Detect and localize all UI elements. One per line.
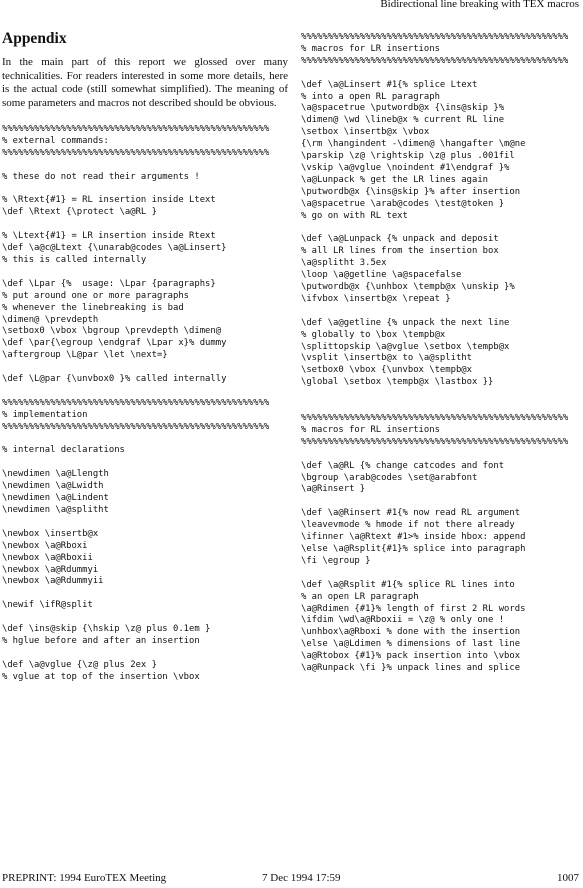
footer-date: 7 Dec 1994 17:59 <box>262 872 341 884</box>
left-code-listing: %%%%%%%%%%%%%%%%%%%%%%%%%%%%%%%%%%%%%%%%%%%%%%%%%% % external commands: %%%%%%%%%%%%%%%%%%%%%%%%%%%%%%%%%%%%%%%%%%%%%%%%%% % these do not read their arguments ! % \Rtext{#1} = RL insertion inside Ltext \def \Rtext {\protect \a@RL } % \Ltext{#1} = LR insertion inside Rtext \def \a@c@Ltext {\unarab@codes \a@Linsert} % this is called internally \def \Lpar {% usage: \Lpar {paragraphs} % put around one or more paragraphs % whenever the linebreaking is bad \dimen@ \prevdepth \setbox0 \vbox \bgroup \prevdepth \dimen@ \def \par{\egroup \endgraf \Lpar x}% dummy \aftergroup \L@par \let \next=} \def \L@par {\unvbox0 }% called internally %%%%%%%%%%%%%%%%%%%%%%%%%%%%%%%%%%%%%%%%%%%%%%%%%% % implementation %%%%%%%%%%%%%%%%%%%%%%%%%%%%%%%%%%%%%%%%%%%%%%%%%% % internal declarations \newdimen \a@Llength \newdimen \a@Lwidth \newdimen \a@Lindent \newdimen \a@splitht \newbox \insertb@x \newbox \a@Rboxi \newbox \a@Rboxii \newbox \a@Rdummyi \newbox \a@Rdummyii \newif \ifR@split \def \ins@skip {\hskip \z@ plus 0.1em } % hglue before and after an insertion \def \a@vglue {\z@ plus 2ex } % vglue at top of the insertion \vbox <box>2 124 270 682</box>
running-head: Bidirectional line breaking with TEX macros <box>380 0 579 10</box>
page-number: 1007 <box>557 872 579 884</box>
footer-preprint: PREPRINT: 1994 EuroTEX Meeting <box>2 872 167 884</box>
right-code-listing: %%%%%%%%%%%%%%%%%%%%%%%%%%%%%%%%%%%%%%%%%%%%%%%%%% % macros for LR insertions %%%%%%%%%%%%%%%%%%%%%%%%%%%%%%%%%%%%%%%%%%%%%%%%%% \def \a@Linsert #1{% splice Ltext % into a open RL paragraph \a@spacetrue \putwordb@x {\ins@skip }% \dimen@ \wd \lineb@x % current RL line \setbox \insertb@x \vbox {\rm \hangindent -\dimen@ \hangafter \m@ne \parskip \z@ \rightskip \z@ plus .001fil \vskip \a@vglue \noindent #1\endgraf }% \a@Lunpack % get the LR lines again \putwordb@x {\ins@skip }% after insertion \a@spacetrue \arab@codes \test@token } % go on with RL text \def \a@Lunpack {% unpack and deposit % all LR lines from the insertion box \a@splitht 3.5ex \loop \a@getline \a@spacefalse \putwordb@x {\unhbox \tempb@x \unskip }% \ifvbox \insertb@x \repeat } \def \a@getline {% unpack the next line % globally to \box \tempb@x \splittopskip \a@vglue \setbox \tempb@x \vsplit \insertb@x to \a@splitht \setbox0 \vbox {\unvbox \tempb@x \global \setbox \tempb@x \lastbox }} %%%%%%%%%%%%%%%%%%%%%%%%%%%%%%%%%%%%%%%%%%%%%%%%%% % macros for RL insertions %%%%%%%%%%%%%%%%%%%%%%%%%%%%%%%%%%%%%%%%%%%%%%%%%% \def \a@RL {% change catcodes and font \bgroup \arab@codes \set@arabfont \a@Rinsert } \def \a@Rinsert #1{% now read RL argument \leavevmode % hmode if not there already \ifinner \a@Rtext #1>% inside hbox: append \else \a@Rsplit{#1}% splice into paragraph \fi \egroup } \def \a@Rsplit #1{% splice RL lines into % an open LR paragraph \a@Rdimen {#1}% length of first 2 RL words \ifdim \wd\a@Rboxii = \z@ % only one ! \unhbox\a@Rboxi % done with the insertion \else \a@Ldimen % dimensions of last line \a@Rtobox {#1}% pack insertion into \vbox \a@Runpack \fi }% unpack lines and splice <box>301 32 569 674</box>
left-column <box>2 26 288 684</box>
intro-paragraph: In the main part of this report we glossed over many technicalities. For readers interested in some more details, here is the actual code (still somewhat simplified). The meaning of some parameters and macros not described should be obvious. <box>2 56 288 109</box>
right-column <box>301 26 583 675</box>
appendix-title: Appendix <box>2 30 67 47</box>
